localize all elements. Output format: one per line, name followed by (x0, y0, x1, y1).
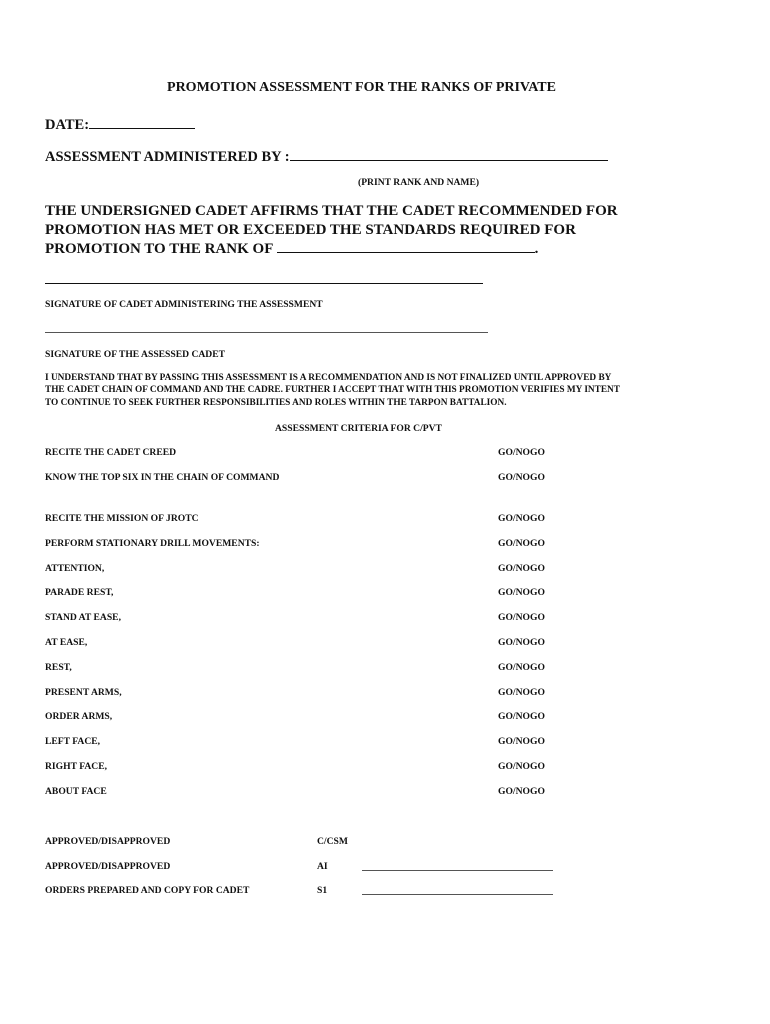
date-label: DATE: (45, 117, 90, 133)
criteria-label: ATTENTION, (45, 563, 105, 574)
affirmation-line-3: PROMOTION TO THE RANK OF (45, 241, 273, 257)
assessed-signature-line[interactable] (45, 332, 488, 333)
approval-role: AI (317, 861, 328, 872)
rank-field[interactable] (277, 239, 535, 253)
criteria-label: ABOUT FACE (45, 786, 107, 797)
criteria-go-nogo[interactable]: GO/NOGO (498, 563, 545, 574)
criteria-go-nogo[interactable]: GO/NOGO (498, 687, 545, 698)
s1-signature-line[interactable] (362, 894, 553, 895)
criteria-go-nogo[interactable]: GO/NOGO (498, 637, 545, 648)
ai-signature-line[interactable] (362, 870, 553, 871)
criteria-go-nogo[interactable]: GO/NOGO (498, 711, 545, 722)
affirmation-line-3-row (45, 239, 705, 259)
criteria-label: PARADE REST, (45, 587, 114, 598)
criteria-go-nogo[interactable]: GO/NOGO (498, 662, 545, 673)
date-field[interactable] (89, 114, 195, 129)
criteria-label: LEFT FACE, (45, 736, 101, 747)
criteria-label: RECITE THE MISSION OF JROTC (45, 513, 199, 524)
criteria-go-nogo[interactable]: GO/NOGO (498, 736, 545, 747)
approval-label: ORDERS PREPARED AND COPY FOR CADET (45, 885, 250, 896)
criteria-label: REST, (45, 662, 72, 673)
administered-row (45, 146, 608, 166)
page-title: PROMOTION ASSESSMENT FOR THE RANKS OF PRIVATE (167, 80, 556, 95)
affirmation-text (45, 202, 705, 259)
criteria-go-nogo[interactable]: GO/NOGO (498, 472, 545, 483)
affirmation-line-2: PROMOTION HAS MET OR EXCEEDED THE STANDARDS REQUIRED FOR (45, 221, 576, 238)
understanding-line-1: I UNDERSTAND THAT BY PASSING THIS ASSESSMENT IS A RECOMMENDATION AND IS NOT FINALIZED UNTIL APPROVED BY (45, 373, 612, 383)
understanding-line-2: THE CADET CHAIN OF COMMAND AND THE CADRE. FURTHER I ACCEPT THAT WITH THIS PROMOTION VERIFIES MY INTENT (45, 385, 620, 396)
criteria-go-nogo[interactable]: GO/NOGO (498, 447, 545, 458)
criteria-heading: ASSESSMENT CRITERIA FOR C/PVT (275, 423, 442, 434)
criteria-label: PRESENT ARMS, (45, 687, 122, 698)
administered-label: ASSESSMENT ADMINISTERED BY : (45, 149, 290, 165)
criteria-label: RECITE THE CADET CREED (45, 447, 177, 458)
criteria-label: PERFORM STATIONARY DRILL MOVEMENTS: (45, 538, 260, 549)
criteria-label: ORDER ARMS, (45, 711, 113, 722)
criteria-go-nogo[interactable]: GO/NOGO (498, 587, 545, 598)
criteria-go-nogo[interactable]: GO/NOGO (498, 786, 545, 797)
approval-label: APPROVED/DISAPPROVED (45, 836, 171, 847)
understanding-line-3: TO CONTINUE TO SEEK FURTHER RESPONSIBILITIES AND ROLES WITHIN THE TARPON BATTALION. (45, 397, 507, 408)
criteria-label: STAND AT EASE, (45, 612, 121, 623)
criteria-label: AT EASE, (45, 637, 88, 648)
approval-label: APPROVED/DISAPPROVED (45, 861, 171, 872)
admin-signature-label: SIGNATURE OF CADET ADMINISTERING THE ASSESSMENT (45, 299, 323, 310)
administered-by-field[interactable] (290, 146, 608, 161)
criteria-go-nogo[interactable]: GO/NOGO (498, 612, 545, 623)
criteria-go-nogo[interactable]: GO/NOGO (498, 538, 545, 549)
criteria-go-nogo[interactable]: GO/NOGO (498, 513, 545, 524)
admin-signature-line[interactable] (45, 283, 483, 284)
criteria-label: KNOW THE TOP SIX IN THE CHAIN OF COMMAND (45, 472, 280, 483)
affirmation-line-1: THE UNDERSIGNED CADET AFFIRMS THAT THE CADET RECOMMENDED FOR (45, 203, 618, 219)
assessed-signature-label: SIGNATURE OF THE ASSESSED CADET (45, 349, 226, 360)
affirmation-period: . (534, 241, 539, 257)
print-rank-hint: (PRINT RANK AND NAME) (358, 177, 480, 188)
approval-role: C/CSM (317, 836, 348, 847)
understanding-paragraph (45, 372, 725, 409)
date-row (45, 114, 195, 134)
criteria-label: RIGHT FACE, (45, 761, 108, 772)
approval-role: S1 (317, 885, 328, 896)
criteria-go-nogo[interactable]: GO/NOGO (498, 761, 545, 772)
